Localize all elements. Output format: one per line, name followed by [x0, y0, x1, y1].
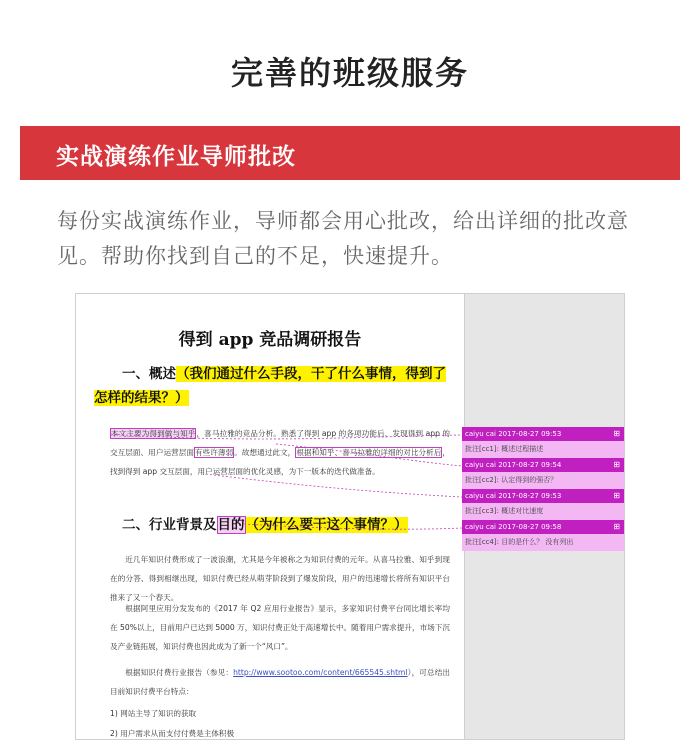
background-paragraph-1: 近几年知识付费形成了一波浪潮，尤其是今年被称之为知识付费的元年。从喜马拉雅、知乎到现在的分答、得到相继出现，知识付费已经从萌芽阶段到了爆发阶段，用户的迅速增长将所有知识平台推来了又一个春天。 [110, 555, 450, 602]
comment-author: caiyu cai 2017-08-27 09:53 [465, 430, 562, 438]
document-screenshot [75, 293, 625, 740]
section-heading-background [122, 513, 462, 533]
intro-text: 每份实战演练作业，导师都会用心批改，给出详细的批改意见。帮助你找到自己的不足，快速提升。 [57, 209, 629, 268]
page-title: 完善的班级服务 [230, 54, 469, 92]
overview-text-f: ，找到得到 app 交互层面，用户运营层面的优化灵感，为下一版本的迭代做准备。 [110, 448, 451, 476]
overview-question: （我们通过什么手段，干了什么事情，得到了怎样的结果？） [94, 366, 446, 406]
background-paragraph-2: 根据阿里应用分发发布的《2017 年 Q2 应用行业报告》显示，多家知识付费平台同比增长率均在 50%以上，目前用户已达到 5000 万，知识付费正处于高速增长中。随着用户需求提升，市场下沉及产业链拓展，知识付费也因此成为了新一个“风口”。 [110, 604, 450, 651]
comment-text: 批注[cc1]: 概述过程描述 [462, 441, 624, 458]
comment-header [462, 520, 624, 534]
overview-paragraph [110, 424, 450, 481]
comment-anchor-3[interactable]: 根据和知乎、喜马拉雅的详细的对比分析后 [296, 448, 442, 457]
comment-anchor-4[interactable]: 目的 [217, 517, 245, 533]
comment-icon[interactable]: ⊞ [613, 429, 620, 438]
background-question: （为什么要干这个事情？） [245, 517, 408, 533]
comment-author: caiyu cai 2017-08-27 09:54 [465, 461, 562, 469]
comment-1[interactable] [462, 427, 624, 458]
comment-text: 批注[cc2]: 认定得到的强否？ [462, 472, 624, 489]
comment-icon[interactable]: ⊞ [613, 491, 620, 500]
comment-3[interactable] [462, 489, 624, 520]
background-prefix: 二、行业背景及 [122, 517, 217, 533]
comment-4[interactable] [462, 520, 624, 551]
overview-prefix: 一、概述 [122, 366, 176, 382]
comment-header [462, 489, 624, 503]
comment-anchor-1[interactable]: 本文主要为得到做与知乎 [111, 429, 196, 438]
report-link[interactable]: http://www.sootoo.com/content/665545.shtml [233, 668, 408, 677]
document-page [76, 294, 464, 740]
comment-author: caiyu cai 2017-08-27 09:53 [465, 492, 562, 500]
list-item: 1) 网站主导了知识的获取 [110, 709, 197, 718]
comment-text: 批注[cc3]: 概述对比速度 [462, 503, 624, 520]
section-banner [20, 126, 680, 180]
section-heading-overview [94, 362, 449, 410]
banner-title: 实战演练作业导师批改 [56, 144, 296, 170]
background-paragraph-3 [110, 663, 450, 701]
overview-text-b: ，喜马拉雅的竞品分析。熟悉了得到 app 的各项功能后，发现得到 app 的交互层面、用户运营层面 [110, 429, 451, 457]
background-text-a: 根据知识付费行业报告（参见： [125, 668, 234, 677]
document-title: 得到 app 竞品调研报告 [178, 330, 362, 350]
background-text-b: ），可总结出目前知识付费平台特点： [110, 668, 450, 696]
comment-anchor-2[interactable]: 有些许薄弱 [195, 448, 234, 457]
comment-author: caiyu cai 2017-08-27 09:58 [465, 523, 562, 531]
list-item: 2) 用户需求从而支付付费是主体积极 [110, 729, 235, 738]
comment-2[interactable] [462, 458, 624, 489]
overview-text-d: 。故想通过此文， [234, 448, 296, 457]
comment-icon[interactable]: ⊞ [613, 522, 620, 531]
comment-header [462, 427, 624, 441]
comment-icon[interactable]: ⊞ [613, 460, 620, 469]
comment-text: 批注[cc4]: 目的是什么？ 没有列出 [462, 534, 624, 551]
comment-header [462, 458, 624, 472]
